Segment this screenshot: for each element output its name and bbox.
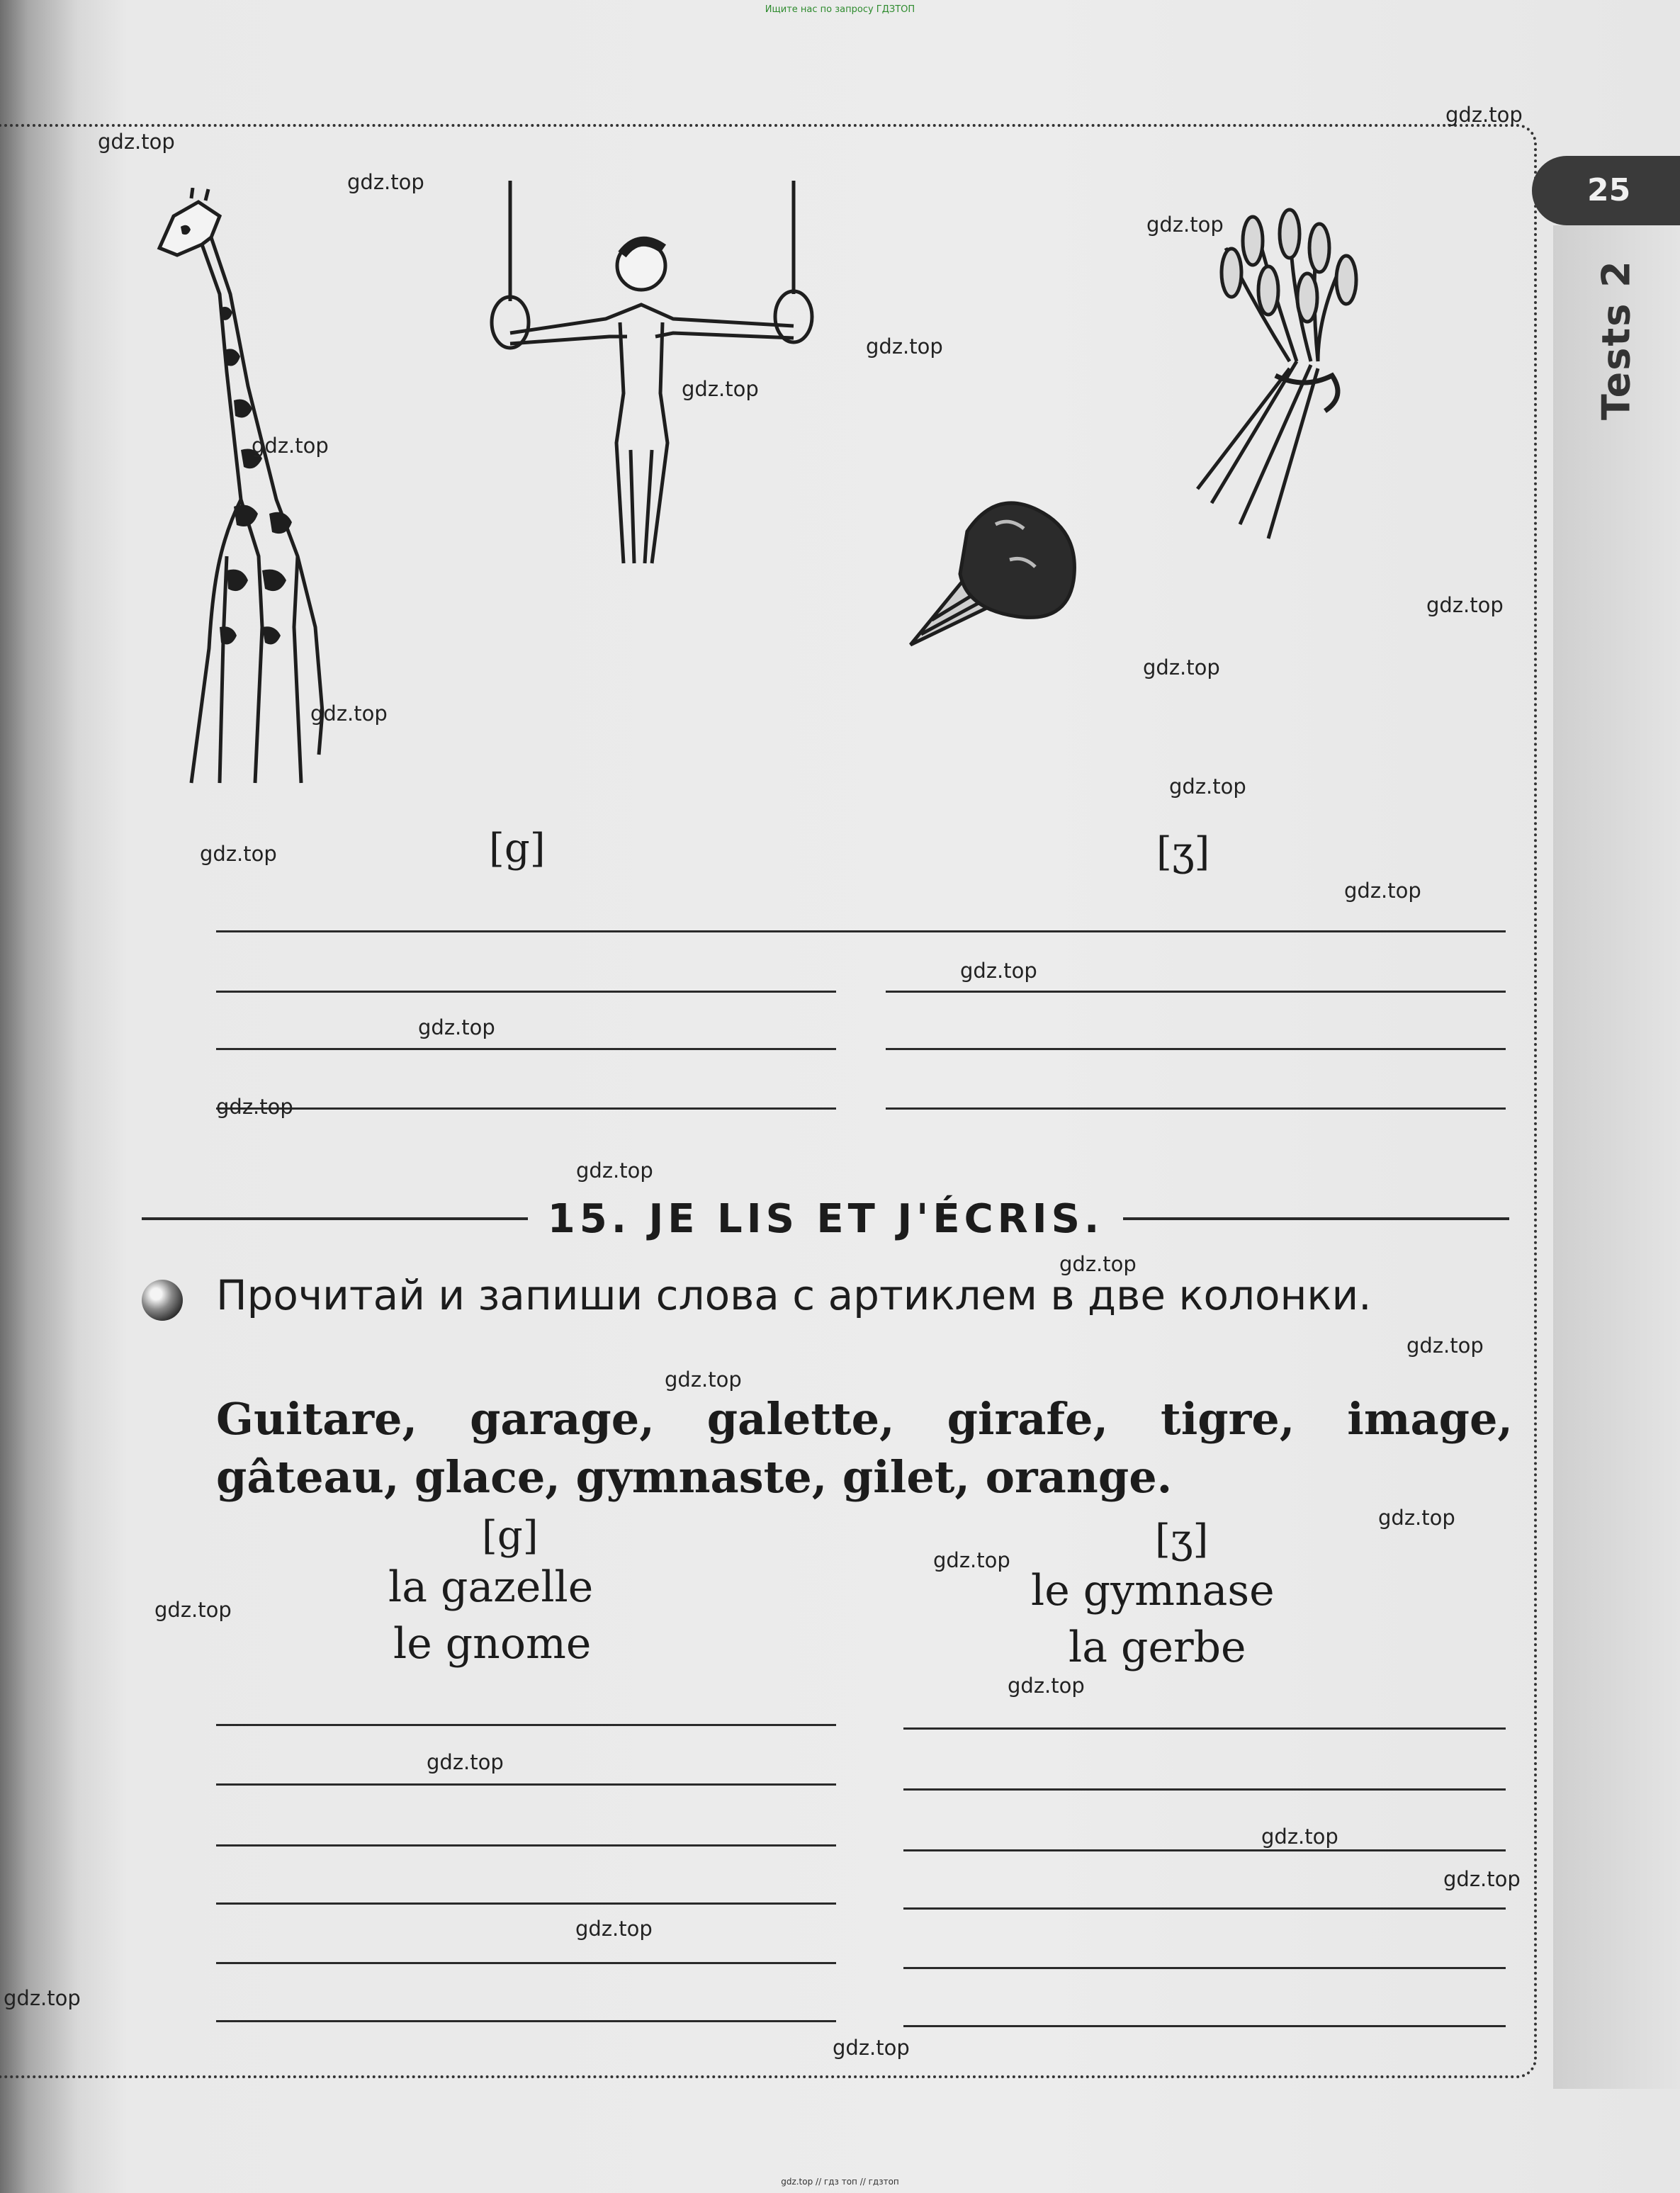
watermark: gdz.top bbox=[252, 434, 329, 458]
watermark: gdz.top bbox=[665, 1368, 742, 1392]
watermark: gdz.top bbox=[1059, 1252, 1137, 1276]
watermark: gdz.top bbox=[1169, 774, 1246, 799]
writing-line bbox=[216, 1783, 836, 1786]
side-tab-rail bbox=[1553, 225, 1680, 2089]
watermark: gdz.top bbox=[866, 334, 943, 359]
giraffe-picture bbox=[135, 188, 340, 797]
right-example: la gerbe bbox=[1069, 1623, 1246, 1672]
watermark: gdz.top bbox=[1406, 1334, 1484, 1358]
watermark: gdz.top bbox=[575, 1917, 653, 1941]
bullet-icon bbox=[142, 1280, 183, 1321]
watermark: gdz.top bbox=[1146, 213, 1224, 237]
writing-line bbox=[216, 1048, 836, 1050]
bottom-banner: gdz.top // гдз топ // гдзтоп bbox=[781, 2177, 899, 2187]
writing-line bbox=[886, 1107, 1506, 1110]
title-rule-left bbox=[142, 1217, 528, 1220]
watermark: gdz.top bbox=[1378, 1506, 1455, 1530]
watermark: gdz.top bbox=[216, 1095, 293, 1119]
watermark: gdz.top bbox=[960, 959, 1037, 983]
watermark: gdz.top bbox=[347, 170, 424, 194]
writing-line bbox=[903, 1727, 1506, 1730]
writing-line bbox=[216, 991, 836, 993]
wheat-sheaf-picture bbox=[1169, 205, 1382, 546]
writing-line bbox=[903, 2025, 1506, 2027]
watermark: gdz.top bbox=[154, 1598, 232, 1622]
writing-line bbox=[886, 1048, 1506, 1050]
writing-line bbox=[903, 1907, 1506, 1910]
writing-line bbox=[903, 1849, 1506, 1851]
section2-left-header: [g] bbox=[482, 1513, 539, 1559]
writing-line bbox=[216, 1844, 836, 1847]
section2-right-header: [ʒ] bbox=[1155, 1516, 1209, 1562]
section1-right-header: [ʒ] bbox=[1156, 829, 1210, 875]
watermark: gdz.top bbox=[1143, 655, 1220, 680]
watermark: gdz.top bbox=[98, 130, 175, 154]
ice-cream-picture bbox=[889, 482, 1095, 659]
watermark: gdz.top bbox=[1443, 1867, 1521, 1891]
watermark: gdz.top bbox=[1344, 879, 1421, 903]
page-number: 25 bbox=[1532, 156, 1680, 225]
watermark: gdz.top bbox=[576, 1158, 653, 1183]
writing-line bbox=[216, 1962, 836, 1964]
gymnast-picture bbox=[482, 181, 822, 585]
side-tab-label: Tests 2 bbox=[1594, 259, 1639, 421]
writing-line bbox=[216, 2020, 836, 2022]
watermark: gdz.top bbox=[833, 2036, 910, 2060]
watermark: gdz.top bbox=[1261, 1825, 1338, 1849]
exercise-title: 15. JE LIS ET J'ÉCRIS. bbox=[547, 1195, 1104, 1242]
section1-left-header: [g] bbox=[489, 825, 546, 872]
left-example: la gazelle bbox=[388, 1562, 594, 1612]
watermark: gdz.top bbox=[427, 1750, 504, 1774]
writing-line bbox=[216, 1902, 836, 1905]
watermark: gdz.top bbox=[682, 377, 759, 401]
exercise-word-list: Guitare, garage, galette, girafe, tigre, image, gâteau, glace, gymnaste, gilet, orange. bbox=[216, 1393, 1513, 1503]
watermark: gdz.top bbox=[1008, 1674, 1085, 1698]
watermark: gdz.top bbox=[1445, 103, 1523, 127]
exercise-title-row bbox=[142, 1194, 1509, 1244]
writing-line bbox=[216, 930, 1506, 932]
title-rule-right bbox=[1123, 1217, 1509, 1220]
writing-line bbox=[903, 1967, 1506, 1969]
right-example: le gymnase bbox=[1031, 1566, 1275, 1616]
watermark: gdz.top bbox=[310, 701, 388, 726]
top-banner: Ищите нас по запросу ГДЗТОП bbox=[765, 4, 915, 15]
watermark: gdz.top bbox=[200, 842, 277, 866]
watermark: gdz.top bbox=[4, 1986, 81, 2010]
watermark: gdz.top bbox=[1426, 593, 1504, 617]
writing-line bbox=[903, 1788, 1506, 1791]
writing-line bbox=[886, 991, 1506, 993]
watermark: gdz.top bbox=[418, 1015, 495, 1039]
exercise-instruction: Прочитай и запиши слова с артиклем в две колонки. bbox=[216, 1271, 1372, 1319]
writing-line bbox=[216, 1107, 836, 1110]
writing-line bbox=[216, 1724, 836, 1726]
left-example: le gnome bbox=[393, 1619, 592, 1669]
watermark: gdz.top bbox=[933, 1548, 1010, 1572]
